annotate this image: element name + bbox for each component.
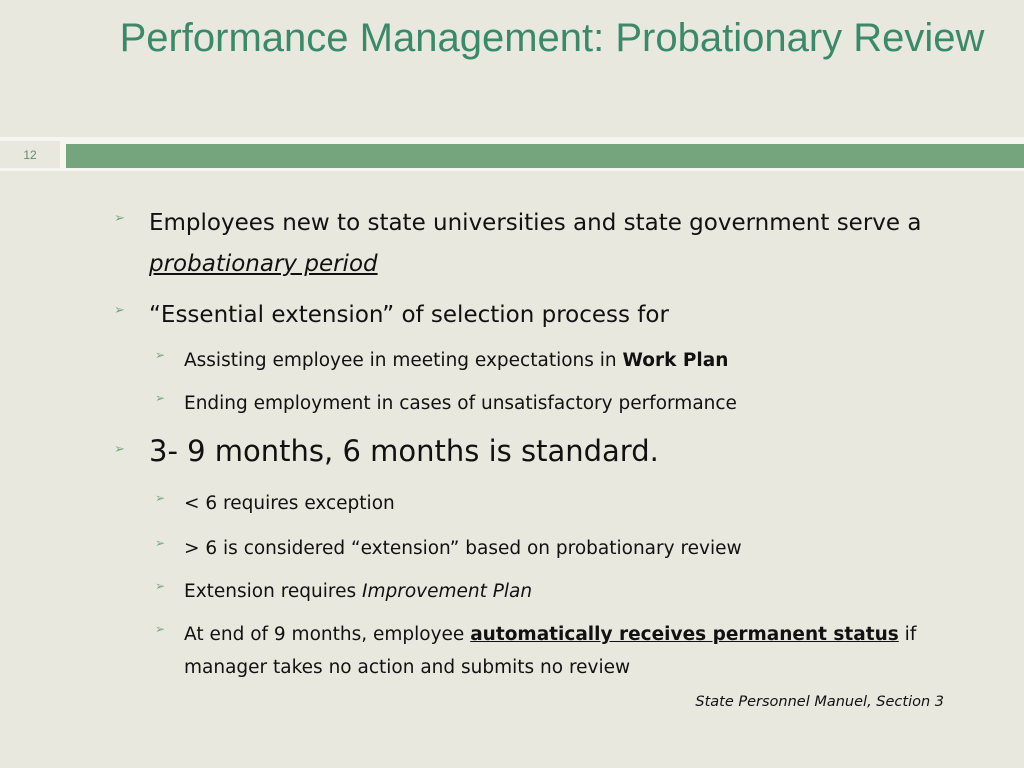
sub-bullet-improvement-plan: [155, 575, 945, 608]
bullet-duration: [114, 432, 944, 470]
accent-bar: [66, 144, 1024, 168]
sub-bullet-permanent-status: [155, 618, 945, 684]
arrow-bullet-icon: ➢: [155, 622, 166, 636]
arrow-bullet-icon: ➢: [155, 536, 166, 550]
bullet-essential-extension: [114, 295, 944, 336]
bold-text: Work Plan: [622, 350, 729, 371]
bullet-text: Extension requires Improvement Plan: [184, 581, 533, 602]
sub-bullet-work-plan: [155, 344, 945, 377]
bullet-text: “Essential extension” of selection process for: [149, 302, 669, 328]
slide-title: Performance Management: Probationary Review: [119, 16, 985, 60]
italic-text: Improvement Plan: [362, 581, 533, 602]
sub-bullet-exception: [155, 487, 945, 520]
sub-bullet-ending-employment: [155, 387, 945, 420]
bullet-probationary-period: [114, 203, 944, 285]
bullet-text: Assisting employee in meeting expectations in Work Plan: [184, 350, 729, 371]
bold-underlined-text: automatically receives permanent status: [470, 624, 899, 645]
citation: State Personnel Manuel, Section 3: [695, 694, 944, 710]
arrow-bullet-icon: ➢: [155, 579, 166, 593]
slide-number: 12: [0, 141, 60, 168]
arrow-bullet-icon: ➢: [155, 491, 166, 505]
emphasis-text: probationary period: [149, 251, 378, 277]
arrow-bullet-icon: ➢: [155, 348, 166, 362]
bullet-text: Employees new to state universities and state government serve a probationary period: [149, 210, 922, 277]
bullet-text: < 6 requires exception: [184, 493, 395, 514]
bullet-text: 3- 9 months, 6 months is standard.: [149, 434, 659, 468]
bullet-text: Ending employment in cases of unsatisfactory performance: [184, 393, 737, 414]
sub-bullet-extension: [155, 532, 945, 565]
bullet-text: At end of 9 months, employee automatically receives permanent status if manager takes no action and submits no review: [184, 624, 917, 678]
arrow-bullet-icon: ➢: [114, 303, 125, 318]
arrow-bullet-icon: ➢: [114, 442, 125, 457]
arrow-bullet-icon: ➢: [155, 391, 166, 405]
bullet-text: > 6 is considered “extension” based on probationary review: [184, 538, 742, 559]
arrow-bullet-icon: ➢: [114, 211, 125, 226]
